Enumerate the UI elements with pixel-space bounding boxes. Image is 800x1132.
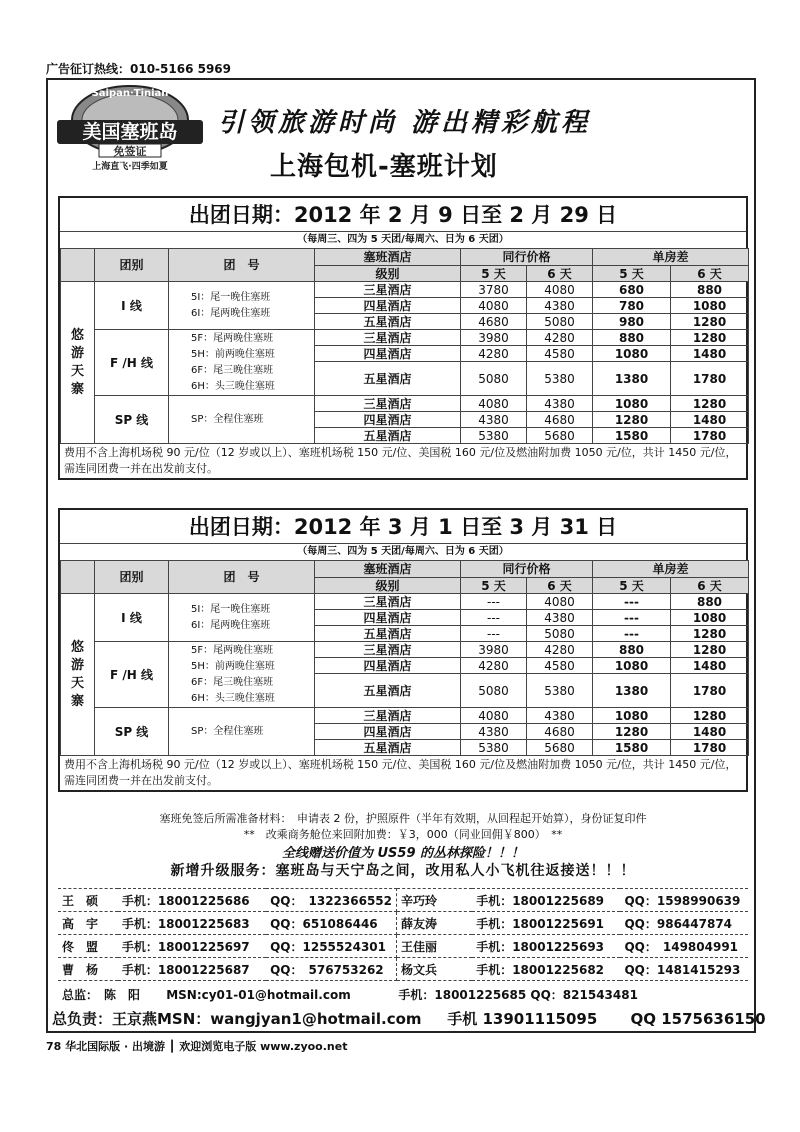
contact-qq2: QQ： 149804991 [620, 935, 748, 958]
hotel-level: 三星酒店 [315, 642, 461, 658]
table-row [61, 282, 749, 298]
single-diff-6d: 880 [671, 282, 749, 298]
group-sp: SP 线 [95, 396, 169, 444]
tour-code: 6I：尾两晚住塞班 [191, 619, 271, 631]
single-diff-6d: 1080 [671, 298, 749, 314]
contact-row [58, 889, 748, 912]
contact-row [58, 935, 748, 958]
contact-name2: 辛巧玲 [397, 889, 473, 912]
gift-note: 全线赠送价值为 US59 的丛林探险！！！ [281, 846, 525, 861]
col-diff-6d: 6 天 [671, 578, 749, 594]
col-hotel: 塞班酒店 [315, 561, 461, 578]
single-diff-5d: 1380 [593, 362, 671, 396]
price-6d: 5380 [527, 674, 593, 708]
tour-code: 5I：尾一晚住塞班 [191, 291, 271, 303]
manager-label: 总负责：王京燕MSN：wangjyan1@hotmail.com [52, 1010, 422, 1028]
col-level: 级别 [315, 266, 461, 282]
single-diff-5d: 1580 [593, 740, 671, 756]
contact-qq: QQ：651086446 [266, 912, 396, 935]
col-hotel: 塞班酒店 [315, 249, 461, 266]
hotel-level: 四星酒店 [315, 298, 461, 314]
contact-qq: QQ：1255524301 [266, 935, 396, 958]
fee-note: 费用不含上海机场税 90 元/位（12 岁或以上）、塞班机场税 150 元/位、美国税 160 元/位及燃油附加费 1050 元/位，共计 1450 元/位，需连同团费一并在出发前支付。 [64, 446, 737, 475]
contact-phone2: 手机：18001225689 [472, 889, 620, 912]
group-i: I 线 [95, 282, 169, 330]
single-diff-5d: --- [593, 626, 671, 642]
group-fh: F /H 线 [95, 330, 169, 396]
tour-code: 5F：尾两晚住塞班 [191, 332, 274, 344]
price-5d: 4680 [461, 314, 527, 330]
price-6d: 5680 [527, 740, 593, 756]
price-6d: 5080 [527, 314, 593, 330]
hotline: 广告征订热线：010-5166 5969 [46, 62, 232, 76]
page-title: 上海包机-塞班计划 [270, 152, 498, 182]
category-label: 悠游天寨 [70, 639, 84, 709]
price-5d: --- [461, 594, 527, 610]
hotel-level: 五星酒店 [315, 428, 461, 444]
price-5d: 4380 [461, 412, 527, 428]
manager [52, 1008, 766, 1029]
price-5d: 4280 [461, 658, 527, 674]
price-5d: 5380 [461, 740, 527, 756]
hotel-level: 五星酒店 [315, 362, 461, 396]
price-5d: 5080 [461, 674, 527, 708]
hotel-level: 四星酒店 [315, 724, 461, 740]
price-6d: 4380 [527, 708, 593, 724]
tour-code: 5H：前两晚住塞班 [191, 348, 275, 360]
single-diff-5d: 880 [593, 642, 671, 658]
price-6d: 5680 [527, 428, 593, 444]
hotel-level: 三星酒店 [315, 282, 461, 298]
single-diff-6d: 880 [671, 594, 749, 610]
contact-name2: 薛友涛 [397, 912, 473, 935]
tour-codes [169, 594, 315, 642]
header-row [61, 249, 749, 266]
contact-name: 佟 盟 [58, 935, 118, 958]
single-diff-5d: 1080 [593, 396, 671, 412]
single-diff-5d: 880 [593, 330, 671, 346]
contact-phone: 手机：18001225687 [118, 958, 266, 981]
table-row [61, 330, 749, 346]
new-service: 新增升级服务：塞班岛与天宁岛之间，改用私人小飞机往返接送！！！ [170, 863, 636, 879]
director-phone: 手机：18001225685 QQ：821543481 [398, 988, 638, 1002]
price-6d: 4080 [527, 282, 593, 298]
svg-text:上海直飞·四季如夏: 上海直飞·四季如夏 [92, 162, 168, 172]
price-6d: 5080 [527, 626, 593, 642]
col-price: 同行价格 [461, 561, 593, 578]
single-diff-6d: 1080 [671, 610, 749, 626]
single-diff-5d: 680 [593, 282, 671, 298]
single-diff-6d: 1280 [671, 626, 749, 642]
schedule-note: （每周三、四为 5 天团/每周六、日为 6 天团） [297, 234, 509, 245]
departure-dates: 出团日期：2012 年 2 月 9 日至 2 月 29 日 [60, 198, 746, 232]
manager-phone: 手机 13901115095 [447, 1010, 598, 1028]
single-diff-5d: 1380 [593, 674, 671, 708]
director-label: 总监： 陈 阳 [62, 988, 141, 1002]
header-blank [61, 561, 95, 594]
director [62, 986, 638, 1003]
hotel-level: 四星酒店 [315, 658, 461, 674]
price-6d: 4380 [527, 396, 593, 412]
contact-qq2: QQ：1598990639 [620, 889, 748, 912]
price-6d: 4280 [527, 330, 593, 346]
visa-materials: 塞班免签后所需准备材料： 申请表 2 份，护照原件（半年有效期，从回程起开始算），身份证复印件 [159, 812, 647, 825]
category-cell [61, 282, 95, 444]
price-5d: 4380 [461, 724, 527, 740]
contact-qq: QQ： 1322366552 [266, 889, 396, 912]
page-footer: 78 华北国际版 · 出境游 ┃ 欢迎浏览电子版 www.zyoo.net [46, 1040, 348, 1053]
table-row [61, 594, 749, 610]
single-diff-5d: 1080 [593, 346, 671, 362]
single-diff-6d: 1280 [671, 642, 749, 658]
contact-phone: 手机：18001225686 [118, 889, 266, 912]
hotel-level: 三星酒店 [315, 330, 461, 346]
tour-codes [169, 708, 315, 756]
single-diff-5d: 1080 [593, 708, 671, 724]
director-msn: MSN:cy01-01@hotmail.com [166, 988, 351, 1002]
contact-name: 曹 杨 [58, 958, 118, 981]
departure-dates: 出团日期：2012 年 3 月 1 日至 3 月 31 日 [60, 510, 746, 544]
single-diff-5d: --- [593, 610, 671, 626]
contact-phone: 手机：18001225697 [118, 935, 266, 958]
table-row [61, 708, 749, 724]
schedule-note: （每周三、四为 5 天团/每周六、日为 6 天团） [297, 546, 509, 557]
price-5d: --- [461, 610, 527, 626]
contact-row [58, 912, 748, 935]
tour-code: 5F：尾两晚住塞班 [191, 644, 274, 656]
hotel-level: 四星酒店 [315, 346, 461, 362]
group-sp: SP 线 [95, 708, 169, 756]
single-diff-5d: 1280 [593, 724, 671, 740]
contact-name: 高 宇 [58, 912, 118, 935]
price-6d: 5380 [527, 362, 593, 396]
contact-phone: 手机：18001225683 [118, 912, 266, 935]
price-5d: 5080 [461, 362, 527, 396]
tour-code: SP：全程住塞班 [191, 413, 264, 425]
price-6d: 4280 [527, 642, 593, 658]
col-price-5d: 5 天 [461, 266, 527, 282]
single-diff-6d: 1280 [671, 314, 749, 330]
header-blank [61, 249, 95, 282]
tour-code: SP：全程住塞班 [191, 725, 264, 737]
tour-codes [169, 396, 315, 444]
hotel-level: 五星酒店 [315, 740, 461, 756]
col-group: 团别 [95, 561, 169, 594]
price-5d: 4080 [461, 708, 527, 724]
col-diff: 单房差 [593, 249, 749, 266]
hotel-level: 五星酒店 [315, 314, 461, 330]
col-tour: 团 号 [169, 561, 315, 594]
hotel-level: 三星酒店 [315, 396, 461, 412]
saipan-logo [55, 82, 205, 172]
price-6d: 4680 [527, 412, 593, 428]
contact-name: 王 硕 [58, 889, 118, 912]
contact-phone2: 手机：18001225691 [472, 912, 620, 935]
svg-text:美国塞班岛: 美国塞班岛 [82, 121, 178, 143]
contact-row [58, 958, 748, 981]
price-5d: 4080 [461, 396, 527, 412]
single-diff-5d: --- [593, 594, 671, 610]
col-price-5d: 5 天 [461, 578, 527, 594]
tour-code: 6H：头三晚住塞班 [191, 692, 275, 704]
header-row [61, 561, 749, 578]
single-diff-6d: 1280 [671, 330, 749, 346]
price-5d: 5380 [461, 428, 527, 444]
hotel-level: 五星酒店 [315, 674, 461, 708]
contact-qq2: QQ：1481415293 [620, 958, 748, 981]
col-diff: 单房差 [593, 561, 749, 578]
single-diff-6d: 1780 [671, 428, 749, 444]
tour-code: 5H：前两晚住塞班 [191, 660, 275, 672]
col-price: 同行价格 [461, 249, 593, 266]
price-5d: --- [461, 626, 527, 642]
tour-codes [169, 330, 315, 396]
single-diff-5d: 780 [593, 298, 671, 314]
schedule-section-mar [58, 508, 748, 792]
tour-code: 5I：尾一晚住塞班 [191, 603, 271, 615]
col-group: 团别 [95, 249, 169, 282]
schedule-section-feb [58, 196, 748, 480]
col-level: 级别 [315, 578, 461, 594]
category-label: 悠游天寨 [70, 327, 84, 397]
contact-qq2: QQ：986447874 [620, 912, 748, 935]
col-diff-5d: 5 天 [593, 266, 671, 282]
single-diff-5d: 1080 [593, 658, 671, 674]
svg-text:Saipan·Tinian: Saipan·Tinian [91, 88, 169, 99]
single-diff-5d: 1280 [593, 412, 671, 428]
price-6d: 4080 [527, 594, 593, 610]
table-row [61, 642, 749, 658]
fee-note: 费用不含上海机场税 90 元/位（12 岁或以上）、塞班机场税 150 元/位、美国税 160 元/位及燃油附加费 1050 元/位，共计 1450 元/位，需连同团费一并在出发前支付。 [64, 758, 737, 787]
tour-codes [169, 282, 315, 330]
single-diff-6d: 1480 [671, 724, 749, 740]
hotel-level: 五星酒店 [315, 626, 461, 642]
col-diff-5d: 5 天 [593, 578, 671, 594]
tour-code: 6H：头三晚住塞班 [191, 380, 275, 392]
tour-code: 6I：尾两晚住塞班 [191, 307, 271, 319]
contact-phone2: 手机：18001225682 [472, 958, 620, 981]
tour-code: 6F：尾三晚住塞班 [191, 676, 274, 688]
price-5d: 4080 [461, 298, 527, 314]
contact-name2: 杨文兵 [397, 958, 473, 981]
table-row [61, 396, 749, 412]
single-diff-6d: 1480 [671, 412, 749, 428]
price-5d: 4280 [461, 346, 527, 362]
price-table [60, 248, 749, 444]
price-5d: 3980 [461, 330, 527, 346]
hotel-level: 三星酒店 [315, 708, 461, 724]
single-diff-6d: 1280 [671, 708, 749, 724]
col-price-6d: 6 天 [527, 578, 593, 594]
single-diff-5d: 1580 [593, 428, 671, 444]
price-6d: 4580 [527, 346, 593, 362]
svg-text:免签证: 免签证 [113, 145, 147, 158]
slogan: 引领旅游时尚 游出精彩航程 [218, 108, 592, 138]
single-diff-6d: 1480 [671, 658, 749, 674]
group-i: I 线 [95, 594, 169, 642]
contacts-table [58, 888, 748, 981]
upgrade-fee: ** 改乘商务舱位来回附加费：￥3，000（同业回佣￥800） ** [243, 828, 563, 841]
single-diff-6d: 1280 [671, 396, 749, 412]
hotel-level: 四星酒店 [315, 412, 461, 428]
contact-phone2: 手机：18001225693 [472, 935, 620, 958]
col-diff-6d: 6 天 [671, 266, 749, 282]
price-5d: 3980 [461, 642, 527, 658]
contact-name2: 王佳丽 [397, 935, 473, 958]
price-6d: 4380 [527, 610, 593, 626]
group-fh: F /H 线 [95, 642, 169, 708]
single-diff-6d: 1780 [671, 674, 749, 708]
hotel-level: 四星酒店 [315, 610, 461, 626]
price-6d: 4380 [527, 298, 593, 314]
category-cell [61, 594, 95, 756]
price-6d: 4580 [527, 658, 593, 674]
tour-code: 6F：尾三晚住塞班 [191, 364, 274, 376]
single-diff-6d: 1480 [671, 346, 749, 362]
price-table [60, 560, 749, 756]
single-diff-6d: 1780 [671, 740, 749, 756]
hotel-level: 三星酒店 [315, 594, 461, 610]
contact-qq: QQ： 576753262 [266, 958, 396, 981]
price-6d: 4680 [527, 724, 593, 740]
tour-codes [169, 642, 315, 708]
single-diff-6d: 1780 [671, 362, 749, 396]
col-tour: 团 号 [169, 249, 315, 282]
manager-qq: QQ 1575636150 [630, 1010, 766, 1028]
single-diff-5d: 980 [593, 314, 671, 330]
col-price-6d: 6 天 [527, 266, 593, 282]
price-5d: 3780 [461, 282, 527, 298]
